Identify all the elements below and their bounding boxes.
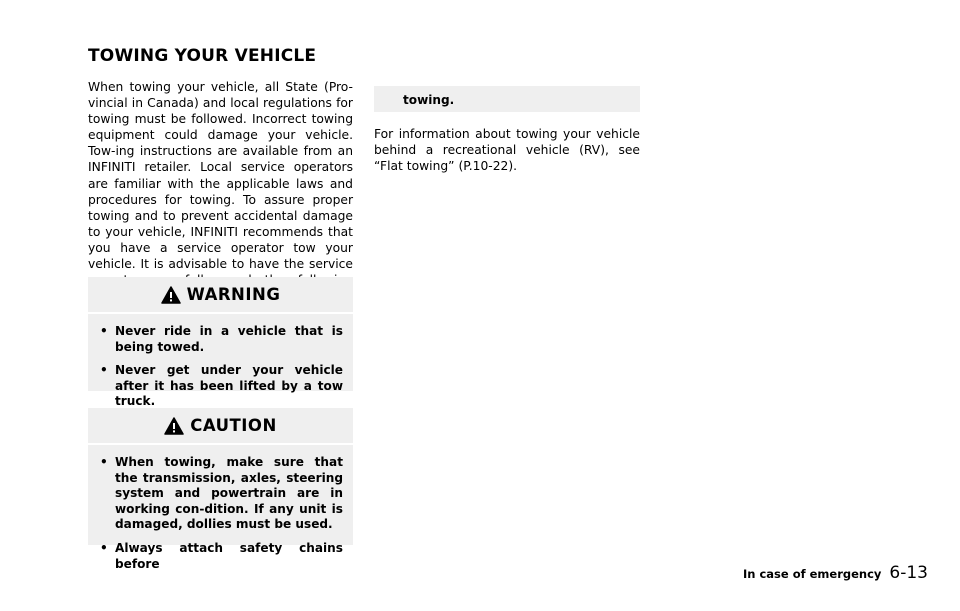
warning-item-text: Never ride in a vehicle that is being towed. [115, 324, 343, 354]
caution-item-text: Always attach safety chains before [115, 540, 343, 571]
warning-title: WARNING [186, 285, 281, 304]
warning-triangle-icon [161, 286, 181, 304]
list-item [98, 363, 343, 410]
list-item [98, 455, 343, 533]
caution-box [88, 408, 353, 571]
warning-triangle-icon [164, 417, 184, 435]
rv-towing-paragraph: For information about towing your vehicle behind a recreational vehicle (RV), see “Flat towing” (P.10-22). [374, 127, 640, 174]
warning-box [88, 277, 353, 409]
list-item [98, 324, 343, 355]
warning-header [88, 277, 353, 314]
page-title: TOWING YOUR VEHICLE [88, 46, 317, 66]
caution-header [88, 408, 353, 445]
list-item [98, 541, 343, 572]
bullet: • [100, 363, 108, 378]
caution-list [88, 445, 353, 580]
bullet: • [100, 324, 108, 338]
caution-item-text: When towing, make sure that the transmission, axles, steering system and powertrain are in working con-dition. If any unit is damaged, dollies must be used. [115, 455, 343, 532]
warning-item-text: Never get under your vehicle after it has been lifted by a tow truck. [115, 363, 343, 409]
bullet: • [100, 540, 108, 555]
page-footer [743, 563, 928, 583]
warning-list [88, 314, 353, 418]
bullet: • [100, 455, 108, 469]
intro-paragraph: When towing your vehicle, all State (Pro-vincial in Canada) and local regulations for towing must be followed. Incorrect towing equipment could damage your vehicle. Tow-ing instructions are available from an INFINITI retailer. Local service operators are familiar with the applicable laws and procedures for towing. To assure proper towing and to prevent accidental damage to your vehicle, INFINITI recommends that you have a service operator tow your vehicle. It is advisable to have the service [88, 80, 353, 272]
footer-section-title: In case of emergency [743, 567, 882, 581]
caution-title: CAUTION [190, 416, 277, 435]
page-number: 6-13 [889, 563, 928, 583]
caution-continued: towing. [374, 86, 640, 112]
